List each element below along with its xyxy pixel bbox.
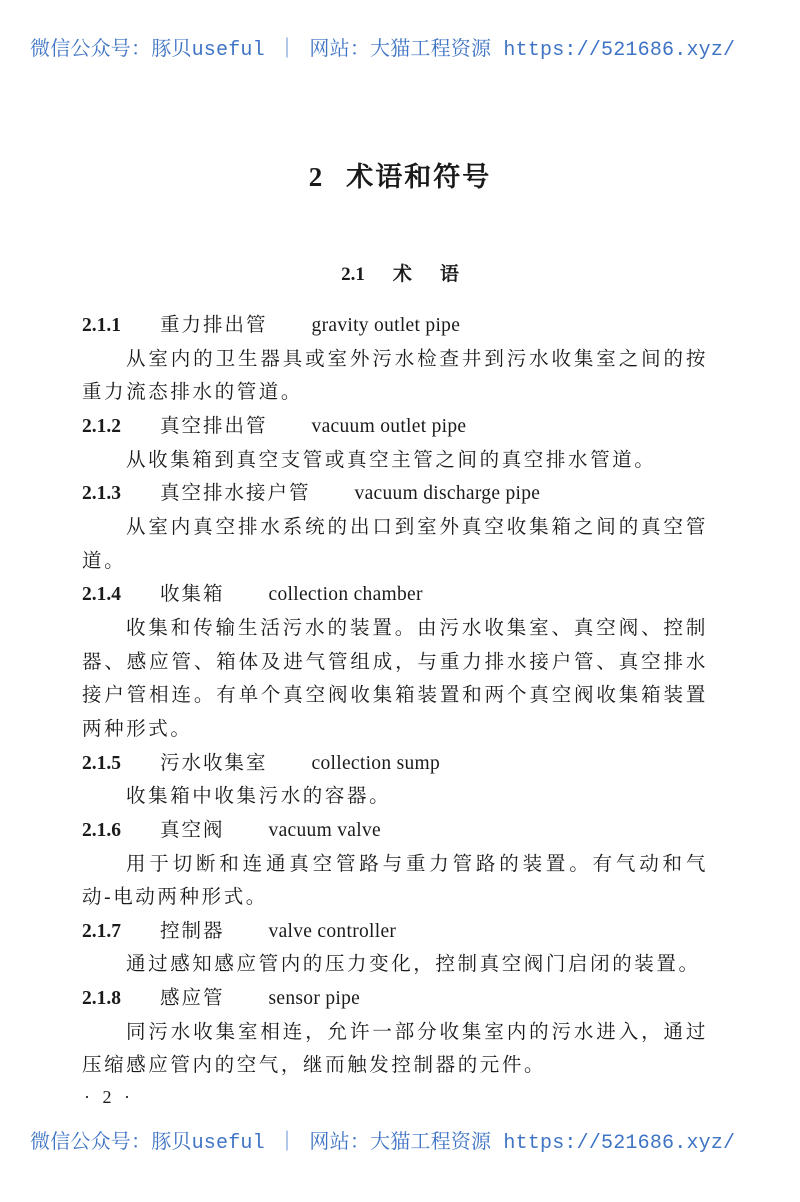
term-english: gravity outlet pipe	[311, 315, 461, 336]
term-chinese: 真空阀	[160, 819, 225, 841]
section-title-b: 语	[439, 264, 459, 285]
term-definition: 收集和传输生活污水的装置。由污水收集室、真空阀、控制器、感应管、箱体及进气管组成，与重力排水接户管、真空排水接户管相连。有单个真空阀收集箱装置和两个真空阀收集箱装置两种形式。	[82, 617, 708, 740]
term-heading	[82, 915, 708, 949]
term-english: vacuum discharge pipe	[354, 483, 541, 505]
term-chinese: 感应管	[160, 988, 225, 1010]
term-number: 2.1.6	[82, 819, 121, 841]
term-definition: 从室内的卫生器具或室外污水检查井到污水收集室之间的按重力流态排水的管道。	[82, 348, 708, 404]
term-number: 2.1.2	[82, 415, 121, 437]
term-entry	[82, 309, 708, 410]
term-definition: 收集箱中收集污水的容器。	[126, 786, 392, 808]
term-entry	[82, 578, 708, 746]
term-heading	[82, 982, 708, 1016]
term-chinese: 真空排水接户管	[160, 483, 311, 505]
term-heading	[82, 578, 708, 612]
term-number: 2.1.5	[82, 752, 121, 774]
term-chinese: 真空排出管	[160, 415, 268, 437]
chapter-title-text: 术语和符号	[346, 162, 492, 192]
section-title	[0, 259, 800, 286]
watermark-bottom: 微信公众号：豚贝useful ｜ 网站：大猫工程资源 https://521686.xyz/	[30, 1132, 736, 1155]
section-title-a: 术	[392, 264, 412, 285]
term-english: collection sump	[311, 752, 441, 774]
term-heading	[82, 410, 708, 444]
term-entry	[82, 477, 708, 578]
term-english: collection chamber	[268, 584, 423, 606]
term-entry	[82, 982, 708, 1083]
section-number: 2.1	[341, 264, 365, 285]
term-english: vacuum valve	[268, 819, 381, 841]
term-definition: 同污水收集室相连，允许一部分收集室内的污水进入，通过压缩感应管内的空气，继而触发控制器的元件。	[82, 1021, 708, 1077]
term-definition: 从收集箱到真空支管或真空主管之间的真空排水管道。	[126, 449, 657, 471]
term-chinese: 收集箱	[160, 584, 225, 606]
term-english: valve controller	[268, 920, 397, 942]
chapter-number: 2	[308, 162, 325, 192]
chapter-title	[0, 155, 800, 194]
term-entry	[82, 915, 708, 982]
term-entry	[82, 410, 708, 477]
term-heading	[82, 747, 708, 781]
page-number: · 2 ·	[84, 1087, 134, 1107]
term-chinese: 污水收集室	[160, 752, 268, 774]
term-heading	[82, 814, 708, 848]
terms-list	[82, 309, 708, 1083]
term-definition: 从室内真空排水系统的出口到室外真空收集箱之间的真空管道。	[82, 516, 708, 572]
term-chinese: 控制器	[160, 920, 225, 942]
term-heading	[82, 477, 708, 511]
term-number: 2.1.7	[82, 920, 121, 942]
term-number: 2.1.8	[82, 988, 121, 1010]
term-number: 2.1.4	[82, 584, 121, 606]
term-number: 2.1.1	[82, 315, 121, 336]
term-heading	[82, 309, 708, 343]
term-entry	[82, 747, 708, 814]
term-entry	[82, 814, 708, 915]
term-number: 2.1.3	[82, 483, 121, 505]
term-definition: 通过感知感应管内的压力变化，控制真空阀门启闭的装置。	[126, 954, 701, 976]
term-english: sensor pipe	[268, 988, 361, 1010]
term-chinese: 重力排出管	[160, 315, 268, 336]
watermark-top: 微信公众号：豚贝useful ｜ 网站：大猫工程资源 https://521686.xyz/	[30, 39, 736, 62]
term-definition: 用于切断和连通真空管路与重力管路的装置。有气动和气动-电动两种形式。	[82, 853, 708, 909]
term-english: vacuum outlet pipe	[311, 415, 467, 437]
